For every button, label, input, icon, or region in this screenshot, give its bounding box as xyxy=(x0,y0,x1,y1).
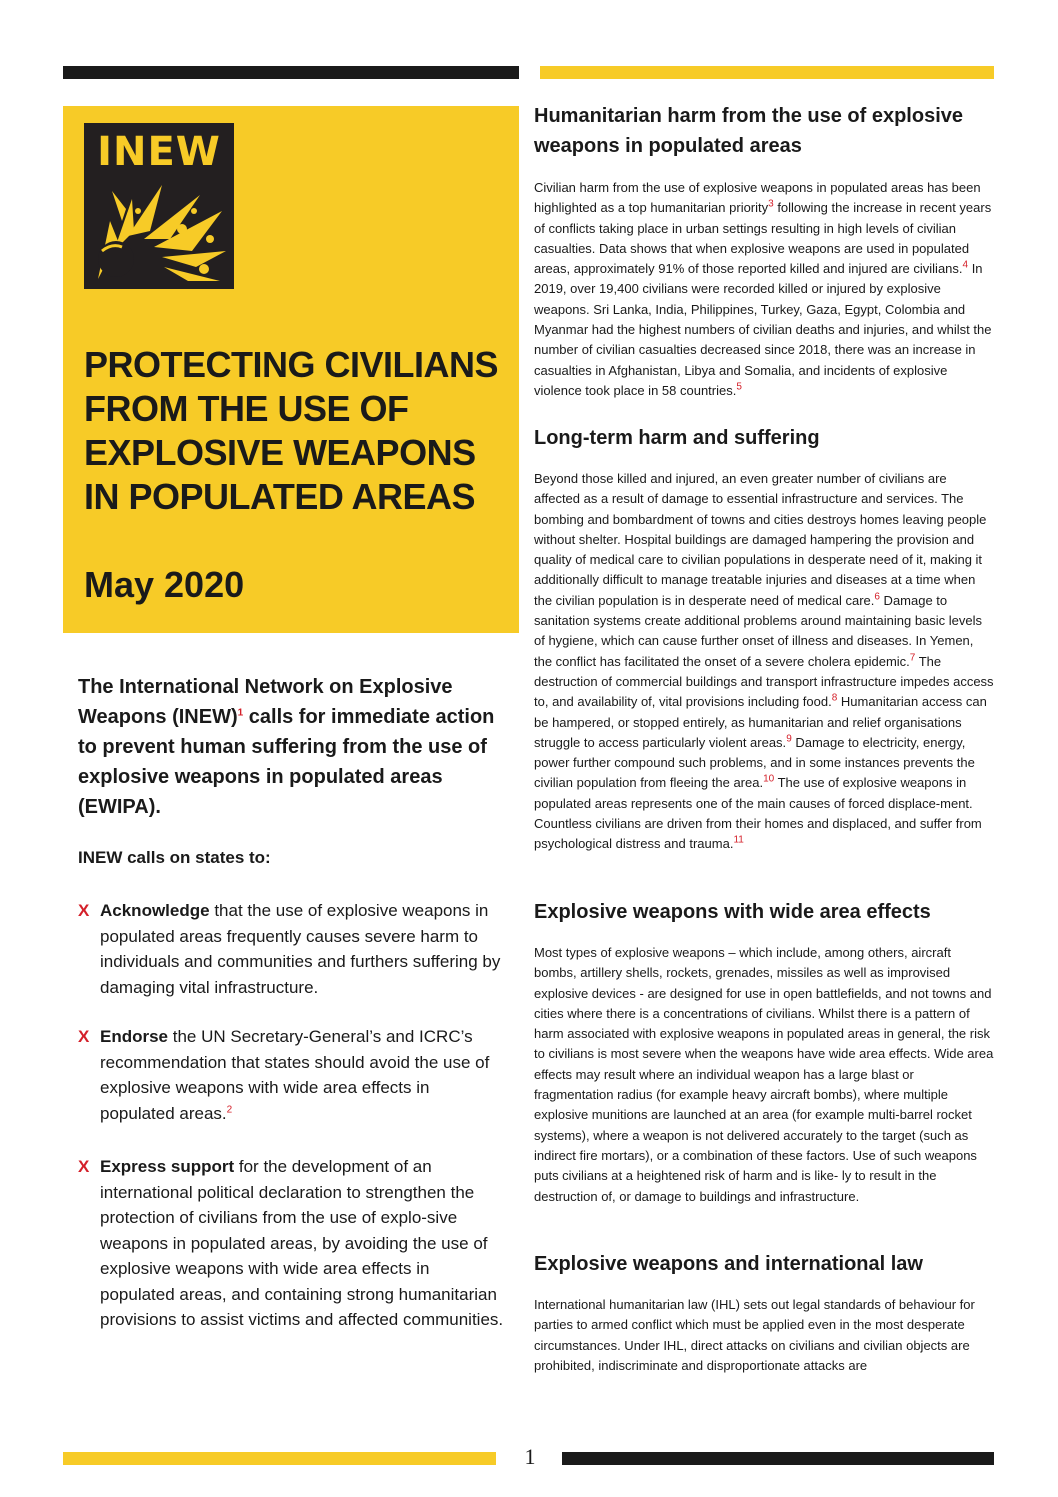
call-item-acknowledge xyxy=(78,898,508,1000)
page-number: 1 xyxy=(524,1444,536,1469)
footnote-ref: 1 xyxy=(237,707,244,719)
footnote-ref: 3 xyxy=(768,198,774,210)
document-date: May 2020 xyxy=(84,564,245,605)
inew-logo xyxy=(84,123,234,289)
section-body-wide-area-effects xyxy=(534,943,994,1207)
body-text: Most types of explosive weapons – which include, among others, aircraft bombs, artillery shells, rockets, grenades, missiles as well as improvised explosive devices - are designed for use in open battlefields, and not towns and cities where there is a concentrations of civilians. Whilst there is a pattern of harm associated with explosive weapons in populated areas in general, the risk to civilians is most severe when the weapons have wide area effects. Wide area effects may result where an individual weapon has a large blast or fragmentation radius (for example heavy aircraft bombs), where multiple explosive munitions are launched at an area (for example multi-barrel rocket systems), where a weapon is not delivered accurately to the target (such as indirect fire mortars), or a combination of these factors. Use of such weapons puts civilians at a heightened risk of harm and is like- ly to result in the destruction of, or damage to buildings and infrastructure. xyxy=(534,945,994,1204)
footnote-ref: 2 xyxy=(226,1103,233,1115)
bottom-bar-yellow xyxy=(63,1452,496,1465)
footnote-ref: 11 xyxy=(733,835,744,847)
section-body-international-law xyxy=(534,1295,994,1376)
section-heading-wide-area-effects: Explosive weapons with wide area effects xyxy=(534,901,931,923)
footnote-ref: 9 xyxy=(786,733,792,745)
body-text: following the increase in recent years of conflicts taking place in urban settings resulting in high levels of civilian casualties. Data shows that when explosive weapons are used in populated areas, approximately 91% of those reported killed and injured are civilians. xyxy=(534,200,992,277)
section-heading-international-law: Explosive weapons and international law xyxy=(534,1253,923,1275)
top-bar-yellow xyxy=(540,66,994,79)
call-lead: Express support xyxy=(100,1157,235,1176)
body-text: Damage to sanitation systems create additional problems around maintaining basic levels of hygiene, which can cause further onset of illness and diseases. In Yemen, the conflict has facilitated the onset of a severe cholera epidemic. xyxy=(534,592,983,669)
footnote-ref: 4 xyxy=(962,259,969,271)
document-title: PROTECTING CIVILIANS FROM THE USE OF EXPLOSIVE WEAPONS IN POPULATED AREAS xyxy=(84,344,499,517)
section-heading-humanitarian-harm: Humanitarian harm from the use of explosive weapons in populated areas xyxy=(534,105,963,157)
explosion-icon xyxy=(92,181,226,281)
body-text: International humanitarian law (IHL) sets out legal standards of behaviour for parties to armed conflict which must be applied even in the most desperate circumstances. Under IHL, direct attacks on civilians and civilian objects are prohibited, indiscriminate and disproportionate attacks are xyxy=(534,1297,975,1373)
call-text: the UN Secretary-General’s and ICRC’s recommendation that states should avoid the use of explosive weapons with wide area effects in populated areas. xyxy=(100,1027,490,1123)
bottom-bar-black xyxy=(562,1452,994,1465)
body-text: The use of explosive weapons in populated areas represents one of the main causes of forced displace-ment. Countless civilians are driven from their homes and displaced, and suffer from psychological distress and trauma. xyxy=(534,775,982,852)
x-marker-icon: X xyxy=(78,1027,90,1046)
top-bar-black xyxy=(63,66,519,79)
footnote-ref: 6 xyxy=(874,591,880,603)
body-text: The destruction of commercial buildings and transport infrastructure impedes access to, and availability of, vital provisions including food. xyxy=(534,653,994,710)
call-text: for the development of an international political declaration to strengthen the protection of civilians from the use of explo-sive weapons in populated areas, by avoiding the use of explosive weapons with wide area effects in populated areas, and containing strong humanitarian provisions to assist victims and affected communities. xyxy=(100,1157,504,1329)
intro-text-1: The International Network on Explosive Weapons (INEW) xyxy=(78,676,453,728)
x-marker-icon: X xyxy=(78,1157,90,1176)
x-marker-icon: X xyxy=(78,901,90,920)
body-text: Humanitarian access can be hampered, or stopped entirely, as humanitarian and relief organisations struggle to access particularly violent areas. xyxy=(534,694,987,750)
intro-statement xyxy=(78,672,498,822)
footnote-ref: 10 xyxy=(763,774,775,786)
intro-text-2: calls for immediate action to prevent human suffering from the use of explosive weapons in populated areas (EWIPA). xyxy=(78,706,495,818)
calls-heading: INEW calls on states to: xyxy=(78,848,271,867)
footnote-ref: 8 xyxy=(831,692,838,704)
logo-text: INEW xyxy=(97,129,221,175)
body-text: In 2019, over 19,400 civilians were recorded killed or injured by explosive weapons. Sri Lanka, India, Philippines, Turkey, Gaza, Egypt, Colombia and Myanmar had the highest numbers of civilian deaths and injuries, and whilst the number of civilian casualties decreased since 2018, there was an increase in casualties in Afghanistan, Libya and Somalia, and incidents of explosive violence took place in 58 countries. xyxy=(534,261,992,398)
call-item-endorse xyxy=(78,1024,508,1126)
section-body-long-term-harm xyxy=(534,469,994,855)
section-heading-long-term-harm: Long-term harm and suffering xyxy=(534,427,820,449)
call-lead: Acknowledge xyxy=(100,901,210,920)
footnote-ref: 7 xyxy=(909,652,916,664)
call-lead: Endorse xyxy=(100,1027,169,1046)
section-body-humanitarian-harm xyxy=(534,178,994,401)
footnote-ref: 5 xyxy=(736,381,742,393)
body-text: Damage to electricity, energy, power further compound such problems, and in some instances prevents the civilian population from fleeing the area. xyxy=(534,734,975,791)
call-item-express-support xyxy=(78,1154,508,1333)
body-text: Civilian harm from the use of explosive weapons in populated areas has been highlighted as a top humanitarian priority xyxy=(534,180,981,216)
call-text: that the use of explosive weapons in populated areas frequently causes severe harm to individuals and communities and furthers suffering by damaging vital infrastructure. xyxy=(100,901,501,997)
body-text: Beyond those killed and injured, an even greater number of civilians are affected as a result of damage to essential infrastructure and services. The bombing and bombardment of towns and cities destroys homes leaving people without shelter. Hospital buildings are damaged hampering the provision and quality of medical care to civilian populations in desperate need of it, making it additionally difficult to manage treatable injuries and diseases at a time when the civilian population is in desperate need of medical care. xyxy=(534,471,987,608)
